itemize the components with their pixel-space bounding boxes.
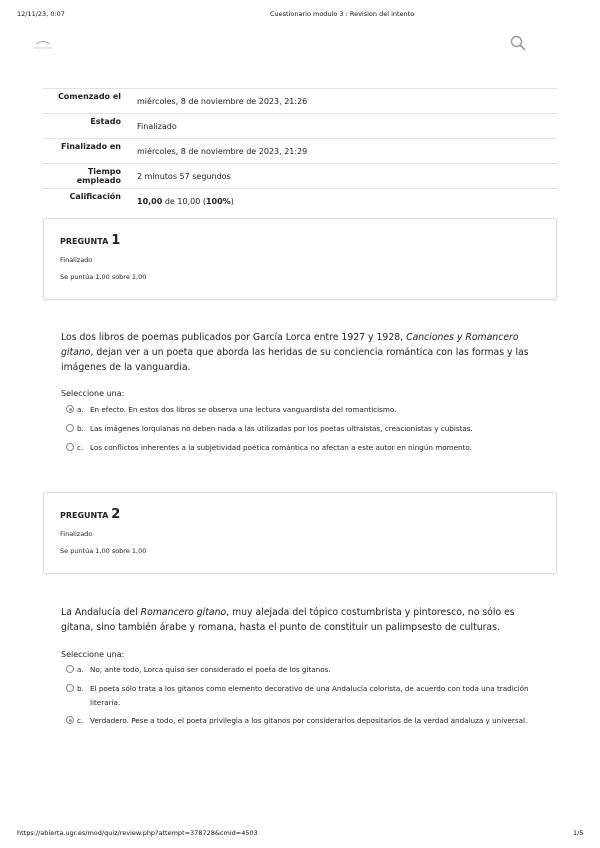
question-1-text [61, 330, 541, 375]
answer-letter: b. [77, 424, 84, 433]
summary-row-grade [43, 189, 557, 214]
summary-label: Finalizado en [43, 139, 129, 164]
summary-value: 2 minutos 57 segundos [129, 164, 557, 189]
print-title: Cuestionario modulo 3 : Revision del intento [270, 10, 415, 18]
search-icon[interactable] [510, 35, 526, 51]
question-heading-label: PREGUNTA [60, 237, 109, 246]
summary-row [43, 114, 557, 139]
summary-row [43, 164, 557, 189]
answer-option[interactable] [66, 714, 536, 728]
print-url: https://abierta.ugr.es/mod/quiz/review.php?attempt=378728&cmid=4503 [17, 829, 258, 837]
question-number: 1 [111, 233, 121, 248]
question-heading [60, 507, 120, 522]
site-logo[interactable] [30, 38, 56, 52]
question-text-emphasis: Canciones y Romancero gitano [61, 332, 519, 358]
question-2-text [61, 605, 541, 635]
question-state: Finalizado [60, 256, 93, 264]
answer-option[interactable] [66, 441, 536, 455]
radio-button[interactable] [66, 665, 74, 673]
answer-letter: c. [77, 716, 84, 725]
answer-text: Verdadero. Pese a todo, el poeta privilegia a los gitanos por considerarlos depositarios de la verdad andaluza y universal. [90, 716, 528, 725]
print-date: 12/11/23, 0:07 [17, 10, 65, 18]
answer-option[interactable] [66, 682, 536, 709]
question-2-prompt: Seleccione una: [61, 650, 125, 659]
attempt-summary-table [43, 88, 557, 213]
question-text-part: La Andalucía del [61, 607, 141, 618]
summary-row [43, 139, 557, 164]
question-1-prompt: Seleccione una: [61, 389, 125, 398]
question-text-part: , dejan ver a un poeta que aborda las heridas de su conciencia romántica con las formas y las imágenes de la vanguardia. [61, 347, 529, 373]
answer-option[interactable] [66, 422, 536, 436]
grade-score: 10,00 [137, 197, 163, 206]
summary-row [43, 89, 557, 114]
answer-option[interactable] [66, 403, 536, 417]
answer-text: El poeta sólo trata a los gitanos como elemento decorativo de una Andalucía colorista, de acuerdo con toda una tradición literaria. [90, 684, 529, 707]
answer-text: Los conflictos inherentes a la subjetividad poética romántica no afectan a este autor en ningún momento. [90, 443, 472, 452]
answer-text: En efecto. En estos dos libros se observa una lectura vanguardista del romanticismo. [90, 405, 397, 414]
answer-letter: b. [77, 684, 84, 693]
question-2-info [43, 492, 557, 574]
question-1-info [43, 218, 557, 300]
summary-value: miércoles, 8 de noviembre de 2023, 21:29 [129, 139, 557, 164]
answer-text: No; ante todo, Lorca quiso ser considerado el poeta de los gitanos. [90, 665, 331, 674]
answer-text: Las imágenes lorquianas no deben nada a las utilizadas por los poetas ultraístas, creacionistas y cubistas. [90, 424, 473, 433]
question-number: 2 [111, 507, 121, 522]
radio-button-selected[interactable] [66, 716, 74, 724]
answer-option[interactable] [66, 663, 536, 677]
answer-letter: c. [77, 443, 84, 452]
print-page-number: 1/5 [573, 829, 584, 837]
radio-button-selected[interactable] [66, 405, 74, 413]
summary-value: miércoles, 8 de noviembre de 2023, 21:26 [129, 89, 557, 114]
question-grade: Se puntúa 1,00 sobre 1,00 [60, 273, 147, 281]
radio-button[interactable] [66, 443, 74, 451]
answer-letter: a. [77, 665, 84, 674]
summary-label: Comenzado el [43, 89, 129, 114]
grade-percent: 100% [205, 197, 231, 206]
question-text-part: , muy alejada del tópico costumbrista y pintoresco, no sólo es gitana, sino también árabe y romana, hasta el punto de constituir un palimpsesto de culturas. [61, 607, 515, 633]
radio-button[interactable] [66, 424, 74, 432]
question-grade: Se puntúa 1,00 sobre 1,00 [60, 547, 147, 555]
question-heading [60, 233, 120, 248]
radio-button[interactable] [66, 684, 74, 692]
grade-middle: de 10,00 ( [162, 197, 206, 206]
grade-label: Calificación [43, 189, 129, 214]
summary-label: Estado [43, 114, 129, 139]
grade-end: ) [230, 197, 234, 206]
answer-letter: a. [77, 405, 84, 414]
grade-value [129, 189, 557, 214]
question-text-part: Los dos libros de poemas publicados por García Lorca entre 1927 y 1928, [61, 332, 407, 343]
question-text-emphasis: Romancero gitano [140, 607, 227, 618]
question-state: Finalizado [60, 530, 93, 538]
question-heading-label: PREGUNTA [60, 511, 109, 520]
summary-value: Finalizado [129, 114, 557, 139]
summary-label: Tiempo empleado [43, 164, 129, 189]
